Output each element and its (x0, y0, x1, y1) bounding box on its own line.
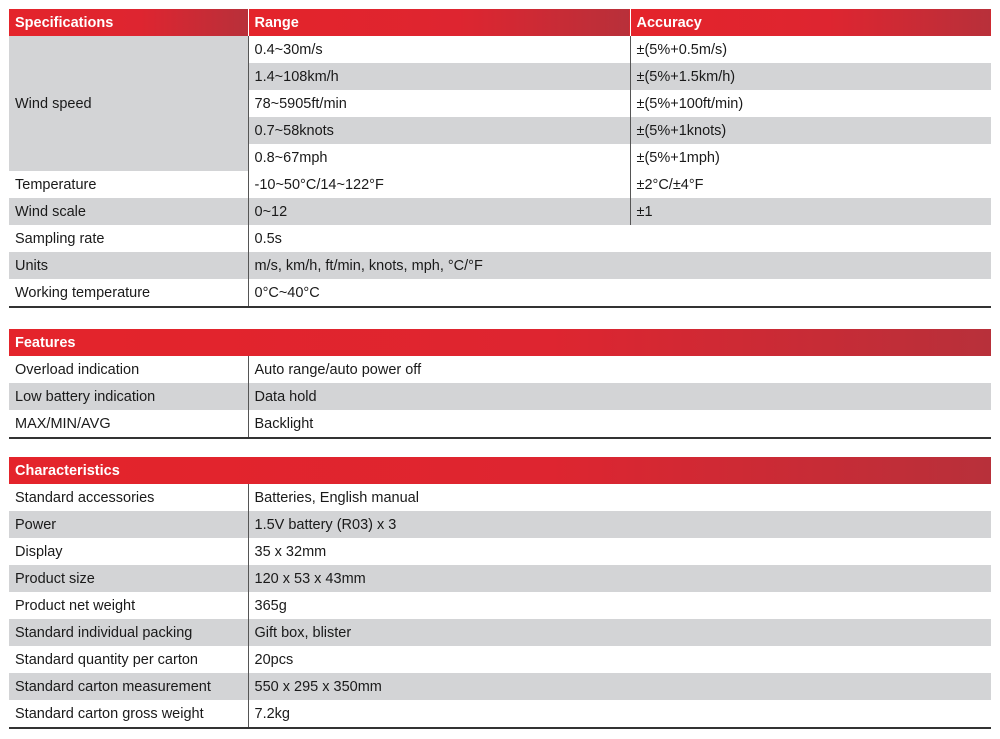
char-label: Standard carton measurement (9, 673, 248, 700)
char-value: Gift box, blister (248, 619, 991, 646)
wind-speed-label: Wind speed (9, 36, 248, 171)
char-label: Standard individual packing (9, 619, 248, 646)
table-row (9, 410, 991, 438)
header-features: Features (9, 329, 991, 356)
feature-left: Low battery indication (9, 383, 248, 410)
accuracy-cell: ±1 (630, 198, 991, 225)
characteristics-table (9, 457, 991, 729)
characteristics-header-row (9, 457, 991, 484)
char-label: Power (9, 511, 248, 538)
table-row (9, 225, 991, 252)
range-cell: 0°C~40°C (248, 279, 991, 307)
table-row (9, 592, 991, 619)
table-row (9, 673, 991, 700)
header-accuracy: Accuracy (630, 9, 991, 36)
table-row (9, 511, 991, 538)
range-cell: 1.4~108km/h (248, 63, 630, 90)
table-row (9, 619, 991, 646)
table-row (9, 565, 991, 592)
range-cell: 0~12 (248, 198, 630, 225)
table-row (9, 538, 991, 565)
table-row (9, 171, 991, 198)
range-cell: m/s, km/h, ft/min, knots, mph, °C/°F (248, 252, 991, 279)
spec-label: Units (9, 252, 248, 279)
range-cell: 0.7~58knots (248, 117, 630, 144)
char-label: Display (9, 538, 248, 565)
feature-right: Data hold (248, 383, 991, 410)
range-cell: 0.8~67mph (248, 144, 630, 171)
char-value: 20pcs (248, 646, 991, 673)
table-row (9, 252, 991, 279)
feature-right: Auto range/auto power off (248, 356, 991, 383)
feature-right: Backlight (248, 410, 991, 438)
char-label: Standard accessories (9, 484, 248, 511)
spec-label: Sampling rate (9, 225, 248, 252)
accuracy-cell: ±(5%+100ft/min) (630, 90, 991, 117)
table-row (9, 383, 991, 410)
feature-left: MAX/MIN/AVG (9, 410, 248, 438)
features-table (9, 329, 991, 439)
specifications-header-row (9, 9, 991, 36)
table-row (9, 36, 991, 63)
table-row (9, 484, 991, 511)
table-row (9, 279, 991, 307)
range-cell: 0.4~30m/s (248, 36, 630, 63)
range-cell: 78~5905ft/min (248, 90, 630, 117)
accuracy-cell: ±2°C/±4°F (630, 171, 991, 198)
char-value: 365g (248, 592, 991, 619)
accuracy-cell: ±(5%+1knots) (630, 117, 991, 144)
table-row (9, 646, 991, 673)
spec-label: Temperature (9, 171, 248, 198)
char-value: 120 x 53 x 43mm (248, 565, 991, 592)
feature-left: Overload indication (9, 356, 248, 383)
char-label: Standard carton gross weight (9, 700, 248, 728)
header-specifications: Specifications (9, 9, 248, 36)
char-value: 7.2kg (248, 700, 991, 728)
header-characteristics: Characteristics (9, 457, 991, 484)
specifications-table (9, 9, 991, 308)
header-range: Range (248, 9, 630, 36)
char-value: Batteries, English manual (248, 484, 991, 511)
table-row (9, 198, 991, 225)
char-label: Product size (9, 565, 248, 592)
table-row (9, 356, 991, 383)
char-label: Product net weight (9, 592, 248, 619)
features-header-row (9, 329, 991, 356)
char-label: Standard quantity per carton (9, 646, 248, 673)
char-value: 1.5V battery (R03) x 3 (248, 511, 991, 538)
accuracy-cell: ±(5%+1mph) (630, 144, 991, 171)
accuracy-cell: ±(5%+0.5m/s) (630, 36, 991, 63)
table-row (9, 700, 991, 728)
spec-label: Working temperature (9, 279, 248, 307)
spec-label: Wind scale (9, 198, 248, 225)
char-value: 35 x 32mm (248, 538, 991, 565)
char-value: 550 x 295 x 350mm (248, 673, 991, 700)
range-cell: 0.5s (248, 225, 991, 252)
range-cell: -10~50°C/14~122°F (248, 171, 630, 198)
accuracy-cell: ±(5%+1.5km/h) (630, 63, 991, 90)
